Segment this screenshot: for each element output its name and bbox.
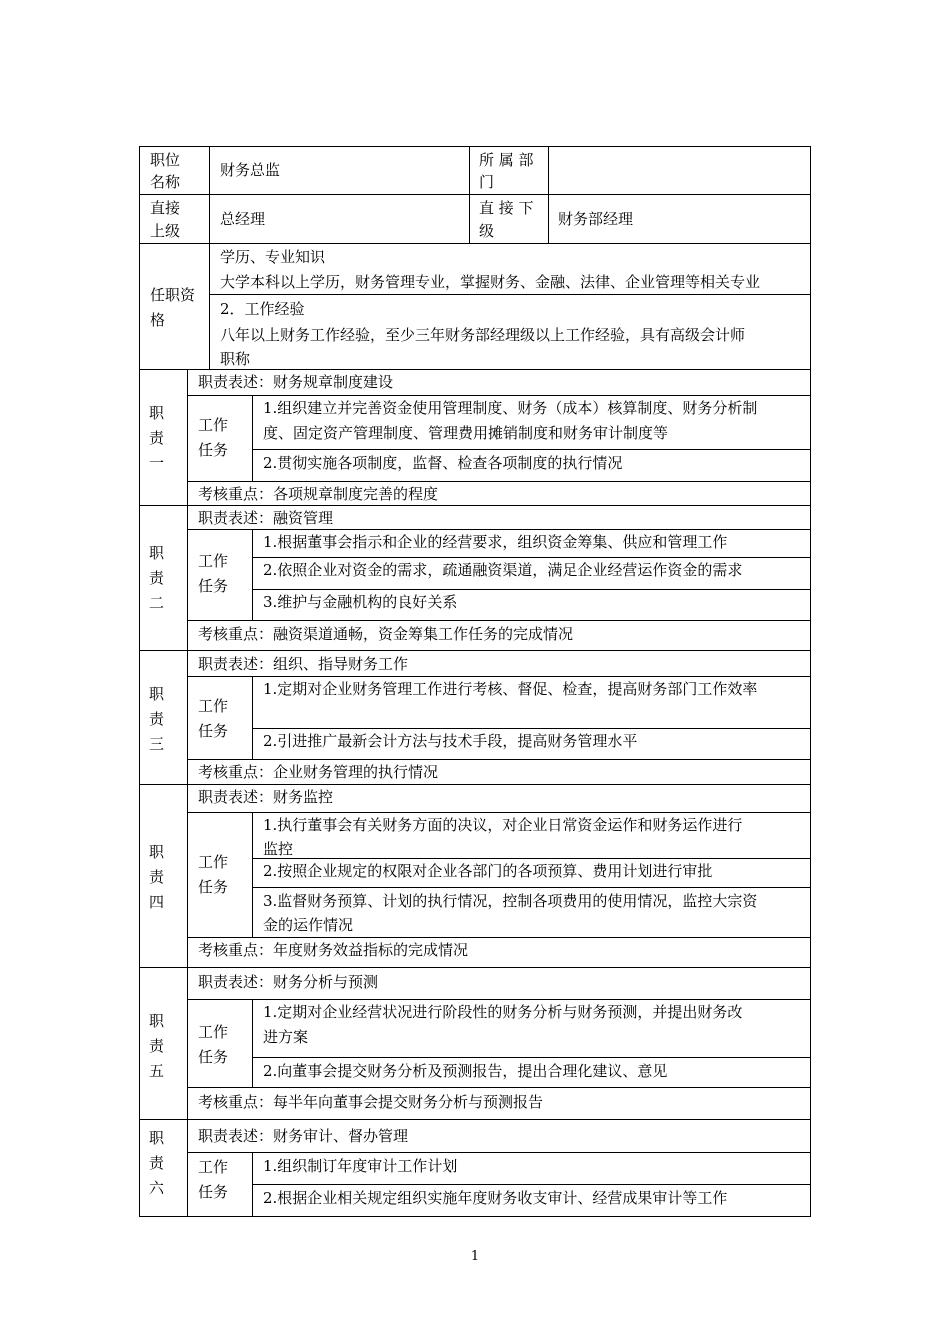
duty-3-label-char3: 三 [149, 735, 165, 753]
duty-2-label-char1: 职 [149, 544, 165, 562]
duty-2-statement-text: 职责表述：融资管理 [198, 509, 334, 527]
qualification-line-3: 2．工作经验 [220, 300, 305, 318]
duty-1-task-1-line2: 度、固定资产管理制度、管理费用摊销制度和财务审计制度等 [263, 424, 669, 442]
cell-qualification-exp [209, 294, 811, 370]
duty-5-task-2-line1: 2.向董事会提交财务分析及预测报告，提出合理化建议、意见 [263, 1062, 668, 1080]
duty-1-label-char2: 责 [149, 429, 165, 447]
duty-2-task-2 [252, 557, 811, 590]
duty-1-statement-text: 职责表述：财务规章制度建设 [198, 373, 394, 391]
duty-6-statement [187, 1119, 811, 1153]
superior-value: 总经理 [220, 210, 266, 228]
duty-5-label-char1: 职 [149, 1012, 165, 1030]
duty-6-label-char2: 责 [149, 1154, 165, 1172]
duty-2-assessment-text: 考核重点：融资渠道通畅，资金筹集工作任务的完成情况 [198, 625, 574, 643]
duty-2-task-1-line1: 1.根据董事会指示和企业的经营要求，组织资金筹集、供应和管理工作 [263, 533, 728, 551]
duty-6-label-char1: 职 [149, 1129, 165, 1147]
duty-3-label [139, 650, 188, 785]
duty-1-label [139, 369, 188, 506]
duty-2-task-label-line2: 任务 [198, 577, 229, 595]
dept-label-line1: 所 属 部 [479, 151, 534, 169]
duty-3-label-char2: 责 [149, 710, 165, 728]
page-number: 1 [470, 1249, 480, 1264]
duty-4-task-3-line2: 金的运作情况 [263, 916, 354, 934]
duty-6-label [139, 1119, 188, 1217]
duty-6-task-label [187, 1152, 253, 1217]
duty-4-assessment [187, 937, 811, 968]
duty-4-assessment-text: 考核重点：年度财务效益指标的完成情况 [198, 941, 469, 959]
duty-6-label-char3: 六 [149, 1179, 165, 1197]
duty-4-label-char1: 职 [149, 843, 165, 861]
duty-2-task-3-line1: 3.维护与金融机构的良好关系 [263, 593, 458, 611]
qualification-label-line1: 任职资 [150, 286, 196, 304]
duty-5-task-2 [252, 1057, 811, 1088]
duty-4-task-2 [252, 858, 811, 888]
position-label-line1: 职位 [150, 151, 181, 169]
duty-1-task-label-line1: 工作 [198, 416, 229, 434]
duty-4-task-1 [252, 812, 811, 859]
duty-4-task-2-line1: 2.按照企业规定的权限对企业各部门的各项预算、费用计划进行审批 [263, 862, 713, 880]
duty-5-task-label [187, 999, 253, 1088]
duty-1-task-2-line1: 2.贯彻实施各项制度，监督、检查各项制度的执行情况 [263, 454, 623, 472]
duty-1-task-label-line2: 任务 [198, 441, 229, 459]
duty-4-task-label-line2: 任务 [198, 878, 229, 896]
qualification-line-4: 八年以上财务工作经验，至少三年财务部经理级以上工作经验，具有高级会计师 [220, 326, 746, 344]
duty-1-assessment-text: 考核重点：各项规章制度完善的程度 [198, 485, 439, 503]
duty-5-task-1-line2: 进方案 [263, 1028, 309, 1046]
duty-1-statement [187, 369, 811, 396]
duty-6-task-2-line1: 2.根据企业相关规定组织实施年度财务收支审计、经营成果审计等工作 [263, 1189, 728, 1207]
duty-3-task-2-line1: 2.引进推广最新会计方法与技术手段，提高财务管理水平 [263, 732, 638, 750]
qualification-line-2: 大学本科以上学历，财务管理专业，掌握财务、金融、法律、企业管理等相关专业 [220, 273, 761, 291]
duty-5-statement-text: 职责表述：财务分析与预测 [198, 973, 379, 991]
duty-5-label [139, 967, 188, 1120]
duty-4-task-label [187, 812, 253, 938]
duty-3-statement [187, 650, 811, 677]
dept-label-line2: 门 [479, 173, 495, 191]
duty-4-task-3-line1: 3.监督财务预算、计划的执行情况，控制各项费用的使用情况，监控大宗资 [263, 892, 758, 910]
duty-4-label [139, 784, 188, 968]
duty-2-statement [187, 505, 811, 530]
duty-6-task-label-line2: 任务 [198, 1183, 229, 1201]
duty-6-task-2 [252, 1184, 811, 1217]
duty-3-assessment [187, 759, 811, 785]
duty-5-statement [187, 967, 811, 1000]
duty-1-assessment [187, 481, 811, 506]
duty-1-task-1 [252, 395, 811, 450]
duty-5-task-1-line1: 1.定期对企业经营状况进行阶段性的财务分析与财务预测，并提出财务改 [263, 1003, 743, 1021]
duty-3-task-1 [252, 676, 811, 729]
duty-2-task-label [187, 529, 253, 621]
duty-6-task-1-line1: 1.组织制订年度审计工作计划 [263, 1157, 458, 1175]
duty-4-task-3 [252, 887, 811, 938]
duty-3-label-char1: 职 [149, 685, 165, 703]
duty-3-statement-text: 职责表述：组织、指导财务工作 [198, 655, 409, 673]
duty-3-task-label [187, 676, 253, 760]
duty-3-task-1-line1: 1.定期对企业财务管理工作进行考核、督促、检查，提高财务部门工作效率 [263, 680, 758, 698]
duty-4-statement [187, 784, 811, 813]
cell-dept-label [469, 146, 549, 195]
duty-2-label [139, 505, 188, 651]
cell-superior-label [139, 194, 210, 244]
duty-3-task-2 [252, 728, 811, 760]
qualification-line-1: 学历、专业知识 [220, 248, 326, 266]
duty-2-task-1 [252, 529, 811, 558]
duty-2-label-char3: 二 [149, 594, 165, 612]
duty-6-task-1 [252, 1152, 811, 1185]
superior-label-line2: 上级 [150, 222, 181, 240]
cell-dept-value [548, 146, 811, 195]
cell-superior-value [209, 194, 470, 244]
duty-2-task-3 [252, 589, 811, 621]
duty-1-label-char3: 一 [149, 454, 165, 472]
duty-5-label-char2: 责 [149, 1037, 165, 1055]
duty-5-assessment-text: 考核重点：每半年向董事会提交财务分析与预测报告 [198, 1093, 544, 1111]
subordinate-label-line2: 级 [479, 222, 495, 240]
duty-3-assessment-text: 考核重点：企业财务管理的执行情况 [198, 763, 439, 781]
subordinate-label-line1: 直 接 下 [479, 199, 534, 217]
duty-2-task-2-line1: 2.依照企业对资金的需求，疏通融资渠道，满足企业经营运作资金的需求 [263, 561, 743, 579]
duty-5-task-label-line2: 任务 [198, 1048, 229, 1066]
superior-label-line1: 直接 [150, 199, 181, 217]
duty-4-task-1-line2: 监控 [263, 840, 294, 858]
cell-subordinate-value [548, 194, 811, 244]
duty-2-label-char2: 责 [149, 569, 165, 587]
duty-5-task-1 [252, 999, 811, 1058]
cell-position-label [139, 146, 210, 195]
duty-2-assessment [187, 620, 811, 651]
duty-5-label-char3: 五 [149, 1062, 165, 1080]
duty-3-task-label-line2: 任务 [198, 722, 229, 740]
cell-qualification-label [139, 243, 210, 370]
duty-1-label-char1: 职 [149, 404, 165, 422]
duty-4-statement-text: 职责表述：财务监控 [198, 788, 334, 806]
duty-2-task-label-line1: 工作 [198, 552, 229, 570]
duty-3-task-label-line1: 工作 [198, 697, 229, 715]
duty-1-task-2 [252, 449, 811, 482]
duty-6-task-label-line1: 工作 [198, 1158, 229, 1176]
duty-4-task-label-line1: 工作 [198, 853, 229, 871]
duty-4-task-1-line1: 1.执行董事会有关财务方面的决议，对企业日常资金运作和财务运作进行 [263, 816, 743, 834]
duty-5-assessment [187, 1087, 811, 1120]
cell-qualification-edu [209, 243, 811, 295]
duty-5-task-label-line1: 工作 [198, 1023, 229, 1041]
duty-4-label-char2: 责 [149, 868, 165, 886]
duty-4-label-char3: 四 [149, 893, 165, 911]
cell-subordinate-label [469, 194, 549, 244]
position-label-line2: 名称 [150, 173, 181, 191]
duty-1-task-1-line1: 1.组织建立并完善资金使用管理制度、财务（成本）核算制度、财务分析制 [263, 399, 758, 417]
duty-1-task-label [187, 395, 253, 482]
subordinate-value: 财务部经理 [558, 210, 634, 228]
qualification-label-line2: 格 [150, 311, 166, 329]
duty-6-statement-text: 职责表述：财务审计、督办管理 [198, 1127, 409, 1145]
cell-position-value [209, 146, 470, 195]
qualification-line-5: 职称 [220, 350, 251, 368]
position-value: 财务总监 [220, 161, 281, 179]
